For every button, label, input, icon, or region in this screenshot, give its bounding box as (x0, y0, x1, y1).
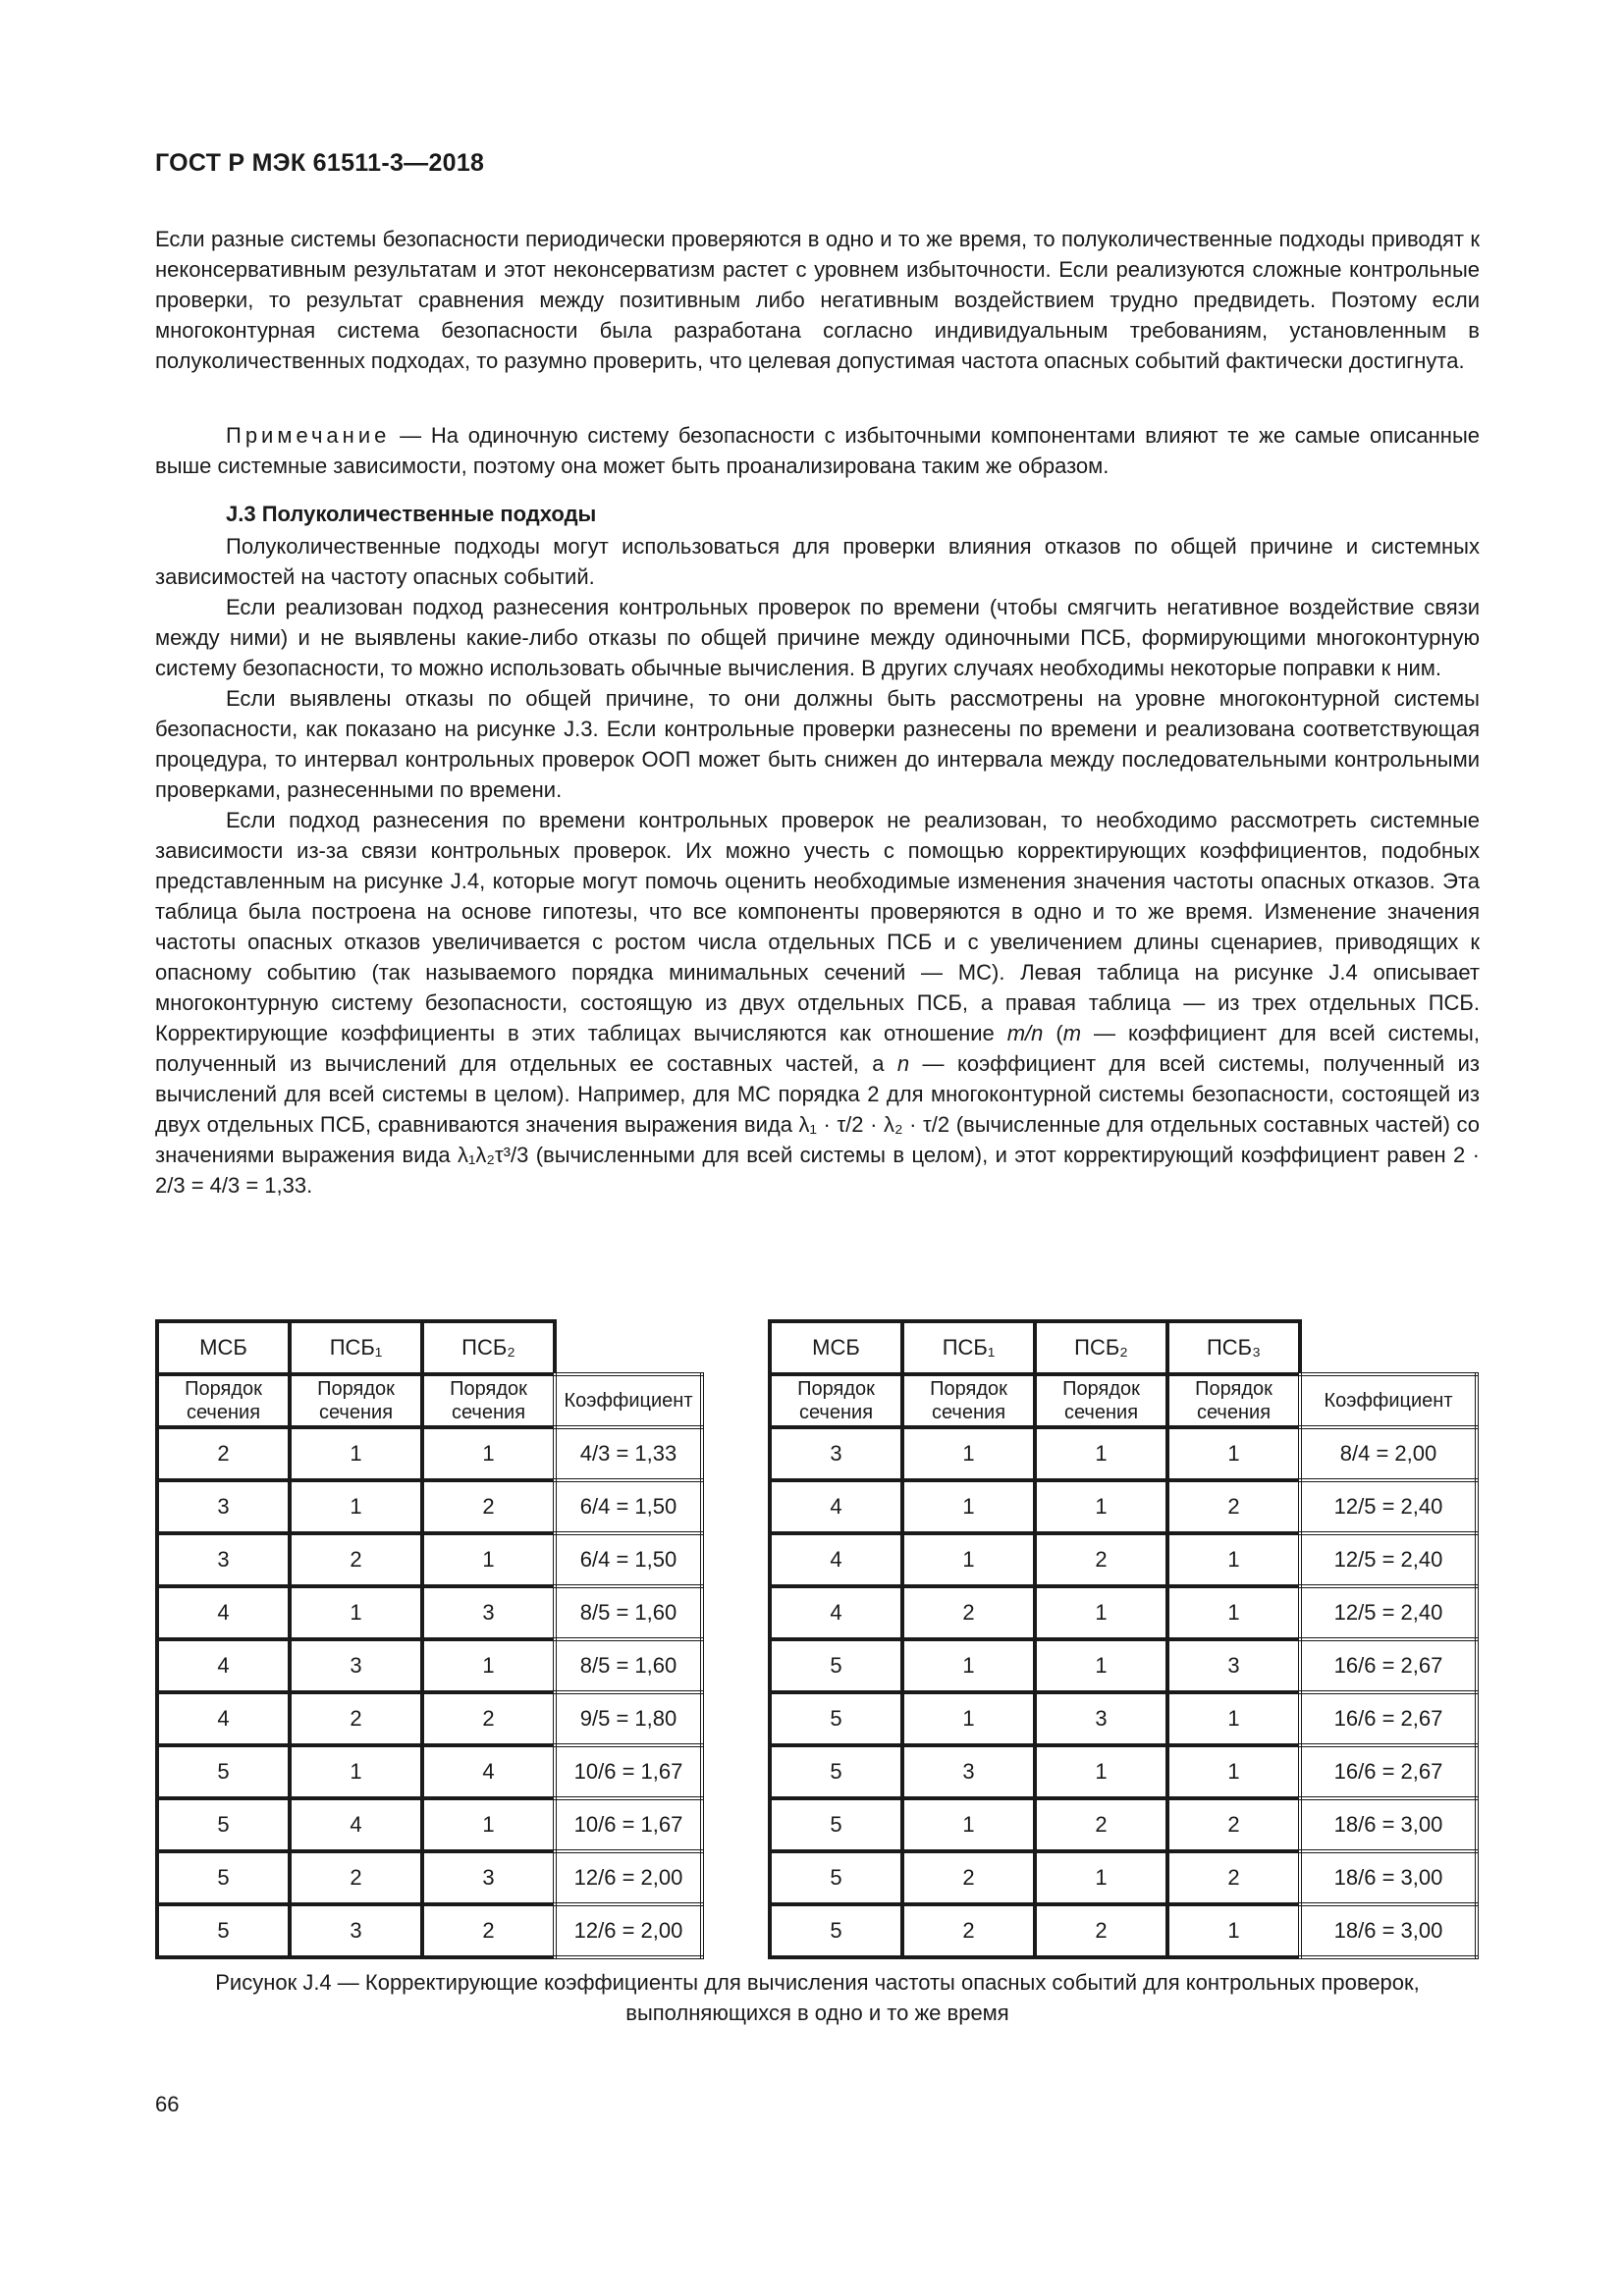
table-cell: 5 (770, 1639, 902, 1692)
table-row (157, 1639, 702, 1692)
para5-part-b: ( (1043, 1021, 1063, 1045)
table-cell: 5 (770, 1904, 902, 1957)
table-cell: 1 (290, 1586, 422, 1639)
column-subheader: Порядок сечения (422, 1374, 555, 1427)
coefficient-cell: 18/6 = 3,00 (1300, 1798, 1477, 1851)
table-cell: 3 (290, 1904, 422, 1957)
table-cell: 5 (770, 1798, 902, 1851)
table-cell: 2 (1167, 1851, 1300, 1904)
table-cell: 2 (1035, 1533, 1167, 1586)
coefficient-cell: 6/4 = 1,50 (555, 1533, 702, 1586)
column-header: ПСБ₁ (902, 1321, 1035, 1374)
para5-part-a: Если подход разнесения по времени контрольных проверок не реализован, то необходимо рассмотреть системные зависимости из-за связи контрольных проверок. Их можно учесть с помощью корректирующих коэффициентов, подобных представленным на рисунке J.4, которые могут помочь оценить необходимые изменения значения частоты опасных отказов. Эта таблица была построена на основе гипотезы, что все компоненты проверяются в одно и то же время. Изменение значения частоты опасных отказов увеличивается с ростом числа отдельных ПСБ и с увеличением длины сценариев, приводящих к опасному событию (так называемого порядка минимальных сечений — МС). Левая таблица на рисунке J.4 описывает многоконтурную систему безопасности, состоящую из двух отдельных ПСБ, а правая таблица — из трех отдельных ПСБ. Корректирующие коэффициенты в этих таблицах вычисляются как отношение (155, 808, 1480, 1045)
coefficient-cell: 12/5 = 2,40 (1300, 1480, 1477, 1533)
table-row (157, 1745, 702, 1798)
coefficient-cell: 8/5 = 1,60 (555, 1586, 702, 1639)
table-cell: 2 (290, 1533, 422, 1586)
table-cell: 5 (157, 1798, 290, 1851)
table-cell: 1 (422, 1533, 555, 1586)
coefficient-cell: 16/6 = 2,67 (1300, 1639, 1477, 1692)
table-cell: 3 (157, 1480, 290, 1533)
table-cell: 1 (902, 1692, 1035, 1745)
table-cell: 1 (902, 1639, 1035, 1692)
table-cell: 1 (290, 1480, 422, 1533)
paragraph-4: Если выявлены отказы по общей причине, то они должны быть рассмотрены на уровне многоконтурной системы безопасности, как показано на рисунке J.3. Если контрольные проверки разнесены по времени и реализована соответствующая процедура, то интервал контрольных проверок ООП может быть снижен до интервала между последовательными контрольными проверками, разнесенными по времени. (155, 686, 1480, 802)
table-cell: 1 (422, 1639, 555, 1692)
table-cell: 1 (902, 1533, 1035, 1586)
table-row (770, 1904, 1477, 1957)
table-row (770, 1533, 1477, 1586)
table-cell: 1 (1167, 1533, 1300, 1586)
table-cell: 1 (422, 1427, 555, 1480)
column-header: МСБ (770, 1321, 902, 1374)
paragraph-intro (155, 224, 1480, 376)
coefficient-cell: 12/5 = 2,40 (1300, 1586, 1477, 1639)
table-cell: 2 (1167, 1480, 1300, 1533)
section-title: J.3 Полуколичественные подходы (226, 502, 597, 526)
coefficient-cell: 8/5 = 1,60 (555, 1639, 702, 1692)
table-cell: 2 (902, 1586, 1035, 1639)
table-cell: 1 (902, 1427, 1035, 1480)
table-cell: 1 (1035, 1639, 1167, 1692)
table-cell: 2 (1035, 1798, 1167, 1851)
column-header: ПСБ₁ (290, 1321, 422, 1374)
table-body (157, 1427, 702, 1957)
table-row (770, 1692, 1477, 1745)
paragraph-5 (155, 805, 1480, 1201)
table-cell: 2 (1035, 1904, 1167, 1957)
para5-part-d: — коэффициент для всей системы, полученный из вычислений для всей системы в целом). Например, для МС порядка 2 для многоконтурной системы безопасности, состоящей из двух отдельных ПСБ, сравниваются значения выражения вида (155, 1051, 1481, 1137)
coefficient-cell: 16/6 = 2,67 (1300, 1692, 1477, 1745)
table-cell: 4 (157, 1639, 290, 1692)
table-row (770, 1586, 1477, 1639)
table-row (157, 1427, 702, 1480)
para5-expression-2: λ₁λ₂τ³/3 (458, 1143, 529, 1167)
table-cell: 1 (902, 1480, 1035, 1533)
coefficient-cell: 6/4 = 1,50 (555, 1480, 702, 1533)
column-subheader: Порядок сечения (157, 1374, 290, 1427)
table-cell: 3 (422, 1586, 555, 1639)
para5-expression-1: λ₁ · τ/2 · λ₂ · τ/2 (798, 1112, 950, 1137)
paragraph-2: Полуколичественные подходы могут использоваться для проверки влияния отказов по общей причине и системных зависимостей на частоту опасных событий. (155, 534, 1480, 589)
table-cell: 3 (902, 1745, 1035, 1798)
column-subheader: Порядок сечения (290, 1374, 422, 1427)
paragraph-1: Если разные системы безопасности периодически проверяются в одно и то же время, то полуколичественные подходы приводят к неконсервативным результатам и этот неконсерватизм растет с уровнем избыточности. Если реализуются сложные контрольные проверки, то результат сравнения между позитивным либо негативным воздействием трудно предвидеть. Поэтому если многоконтурная система безопасности была разработана согласно индивидуальным требованиям, установленным в полуколичественных подходах, то разумно проверить, что целевая допустимая частота опасных событий фактически достигнута. (155, 227, 1480, 373)
figure-caption: Рисунок J.4 — Корректирующие коэффициенты для вычисления частоты опасных событий для контрольных проверок, выполняющихся в одно и то же время (215, 1970, 1420, 2025)
table-header-row (770, 1321, 1477, 1374)
table-cell: 1 (1035, 1851, 1167, 1904)
table-cell: 4 (290, 1798, 422, 1851)
table-subheader-row (157, 1374, 702, 1427)
note-block (155, 420, 1480, 481)
coefficient-cell: 18/6 = 3,00 (1300, 1904, 1477, 1957)
coefficient-cell: 10/6 = 1,67 (555, 1745, 702, 1798)
table-cell: 2 (157, 1427, 290, 1480)
coefficient-cell: 10/6 = 1,67 (555, 1798, 702, 1851)
table-cell: 1 (1167, 1586, 1300, 1639)
table-row (157, 1692, 702, 1745)
table-cell: 5 (770, 1851, 902, 1904)
table-cell: 1 (290, 1427, 422, 1480)
table-cell: 3 (1035, 1692, 1167, 1745)
table-cell: 5 (157, 1904, 290, 1957)
table-row (157, 1851, 702, 1904)
para5-part-e: (вычисленные для отдельных составных частей) со значениями выражения вида (155, 1112, 1480, 1167)
table-header-row (157, 1321, 702, 1374)
table-cell: 3 (157, 1533, 290, 1586)
table-row (770, 1851, 1477, 1904)
table-row (770, 1745, 1477, 1798)
table-cell: 1 (1035, 1586, 1167, 1639)
table-cell: 3 (1167, 1639, 1300, 1692)
column-header: ПСБ₂ (422, 1321, 555, 1374)
note-label: Примечание (226, 423, 391, 448)
coefficient-cell: 9/5 = 1,80 (555, 1692, 702, 1745)
table-cell: 2 (1167, 1798, 1300, 1851)
table-cell: 5 (770, 1745, 902, 1798)
para5-mn: m/n (1006, 1021, 1044, 1045)
table-row (770, 1639, 1477, 1692)
coefficient-cell: 8/4 = 2,00 (1300, 1427, 1477, 1480)
table-row (157, 1480, 702, 1533)
column-header: ПСБ₃ (1167, 1321, 1300, 1374)
table-cell: 4 (157, 1692, 290, 1745)
table-cell: 4 (770, 1533, 902, 1586)
column-subheader: Порядок сечения (1035, 1374, 1167, 1427)
table-cell: 1 (1167, 1745, 1300, 1798)
table-row (157, 1904, 702, 1957)
note-paragraph (155, 420, 1480, 481)
table-cell: 1 (1167, 1904, 1300, 1957)
coefficient-cell: 18/6 = 3,00 (1300, 1851, 1477, 1904)
table-cell: 5 (157, 1851, 290, 1904)
column-subheader: Порядок сечения (1167, 1374, 1300, 1427)
table-body (770, 1427, 1477, 1957)
para5-n: n (896, 1051, 910, 1076)
header-blank (1300, 1321, 1477, 1374)
table-cell: 1 (902, 1798, 1035, 1851)
para5-part-f: (вычисленными для всей системы в целом), и этот корректирующий коэффициент равен 2 · 2/3 = 4/3 = 1,33. (155, 1143, 1480, 1198)
table-cell: 3 (422, 1851, 555, 1904)
column-subheader: Порядок сечения (902, 1374, 1035, 1427)
note-text: — На одиночную систему безопасности с избыточными компонентами влияют те же самые описанные выше системные зависимости, поэтому она может быть проанализирована таким же образом. (155, 423, 1480, 478)
table-cell: 4 (770, 1586, 902, 1639)
coefficient-header: Коэффициент (555, 1374, 702, 1427)
table-cell: 2 (422, 1480, 555, 1533)
table-cell: 3 (770, 1427, 902, 1480)
table-cell: 4 (770, 1480, 902, 1533)
table-cell: 2 (290, 1692, 422, 1745)
paragraph-3: Если реализован подход разнесения контрольных проверок по времени (чтобы смягчить негативное воздействие связи между ними) и не выявлены какие-либо отказы по общей причине между одиночными ПСБ, формирующими многоконтурную систему безопасности, то можно использовать обычные вычисления. В других случаях необходимы некоторые поправки к ним. (155, 595, 1480, 680)
table-row (770, 1798, 1477, 1851)
section-j3 (155, 499, 1480, 1201)
table-cell: 4 (422, 1745, 555, 1798)
table-cell: 2 (902, 1904, 1035, 1957)
document-header: ГОСТ Р МЭК 61511-3—2018 (155, 149, 485, 177)
coefficient-header: Коэффициент (1300, 1374, 1477, 1427)
table-subheader-row (770, 1374, 1477, 1427)
para5-part-c: — коэффициент для всей системы, полученный из вычислений для отдельных ее составных частей, а (155, 1021, 1480, 1076)
table-row (770, 1427, 1477, 1480)
page-number: 66 (155, 2092, 180, 2116)
table-three-sis (768, 1319, 1479, 1959)
coefficient-cell: 12/6 = 2,00 (555, 1904, 702, 1957)
table-cell: 4 (157, 1586, 290, 1639)
coefficient-cell: 4/3 = 1,33 (555, 1427, 702, 1480)
table-cell: 2 (290, 1851, 422, 1904)
table-cell: 5 (157, 1745, 290, 1798)
table-two-sis (155, 1319, 704, 1959)
table-cell: 2 (422, 1904, 555, 1957)
coefficient-cell: 16/6 = 2,67 (1300, 1745, 1477, 1798)
para5-m: m (1062, 1021, 1082, 1045)
table-cell: 1 (1167, 1692, 1300, 1745)
table-cell: 1 (422, 1798, 555, 1851)
column-header: МСБ (157, 1321, 290, 1374)
table-cell: 1 (1167, 1427, 1300, 1480)
table-row (770, 1480, 1477, 1533)
table-row (157, 1798, 702, 1851)
table-row (157, 1533, 702, 1586)
column-subheader: Порядок сечения (770, 1374, 902, 1427)
table-cell: 1 (1035, 1427, 1167, 1480)
table-cell: 1 (290, 1745, 422, 1798)
table-cell: 2 (422, 1692, 555, 1745)
table-row (157, 1586, 702, 1639)
coefficient-cell: 12/5 = 2,40 (1300, 1533, 1477, 1586)
coefficient-cell: 12/6 = 2,00 (555, 1851, 702, 1904)
table-cell: 5 (770, 1692, 902, 1745)
table-cell: 2 (902, 1851, 1035, 1904)
table-cell: 1 (1035, 1480, 1167, 1533)
table-cell: 3 (290, 1639, 422, 1692)
table-cell: 1 (1035, 1745, 1167, 1798)
header-blank (555, 1321, 702, 1374)
column-header: ПСБ₂ (1035, 1321, 1167, 1374)
